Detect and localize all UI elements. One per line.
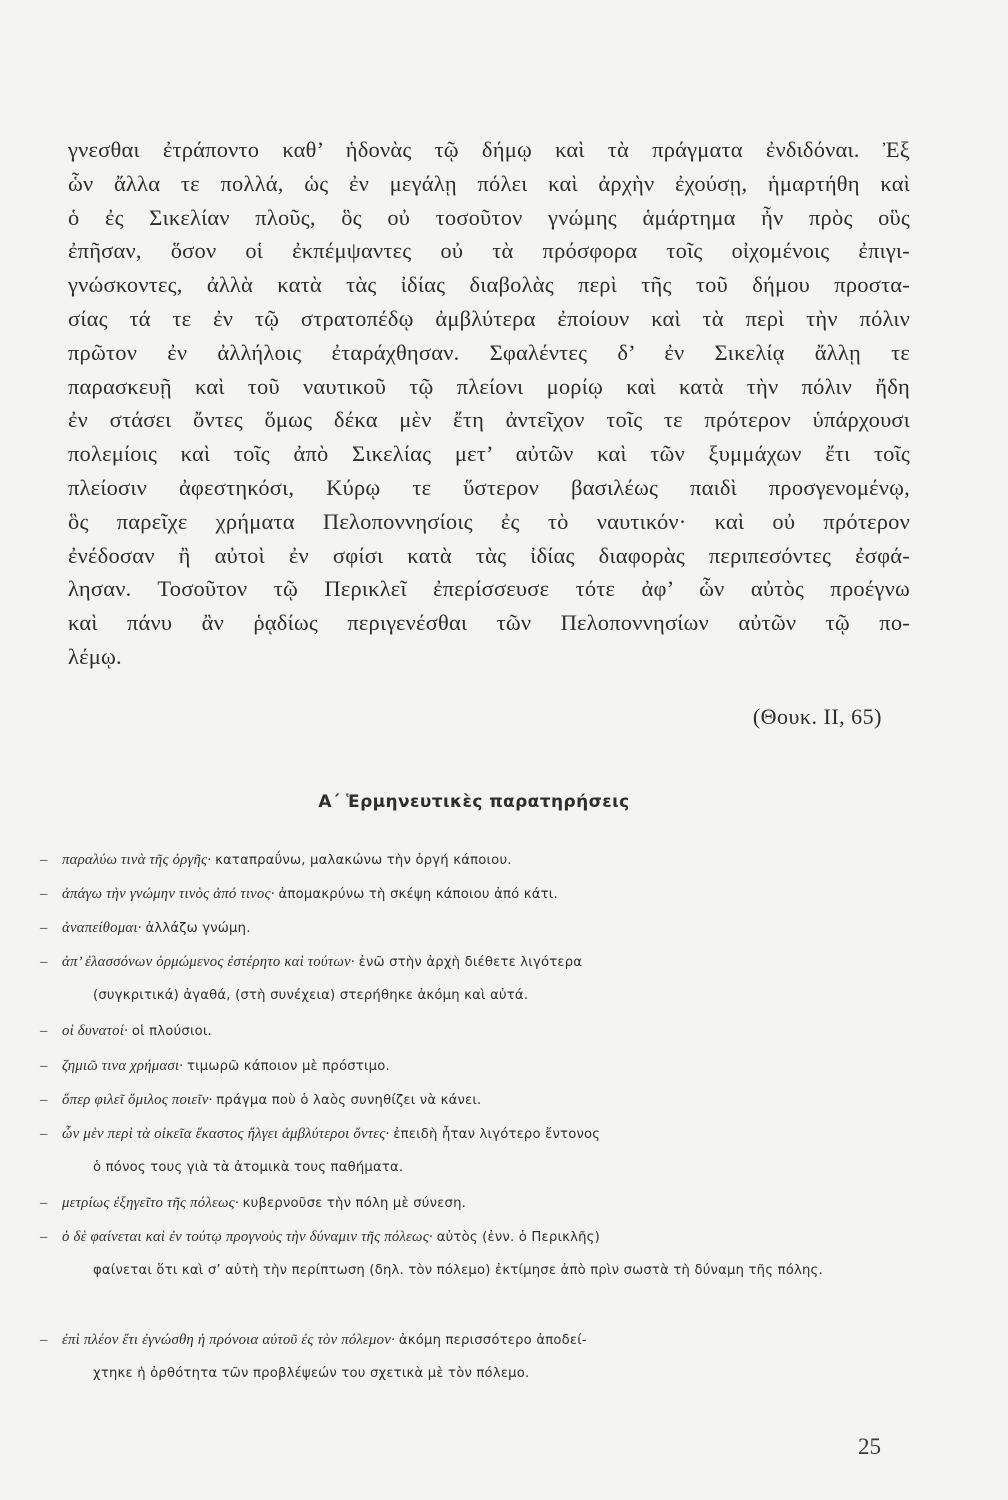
note-item: – ἀπ’ ἐλασσόνων ὁρμώμενος ἐστέρητο καὶ τούτων· ἐνῶ στὴν ἀρχὴ διέθετε λιγότερα (συγκριτικά) ἀγαθά, (στὴ συνέχεια) στερήθηκε ἀκόμη καὶ αὐτά. [40, 945, 908, 1013]
note-gloss: κυβερνοῦσε τὴν πόλη μὲ σύνεση. [242, 1196, 467, 1211]
note-item: – ὁ δὲ φαίνεται καὶ ἐν τούτῳ προγνοὺς τὴν δύναμιν τῆς πόλεως· αὐτὸς (ἐνν. ὁ Περικλῆς) φαίνεται ὅτι καὶ σ’ αὐτὴ τὴν περίπτωση (δηλ. τὸν πόλεμο) ἐκτίμησε ἀπὸ πρὶν σωστὰ τὴ δύναμη τῆς πόλης. [40, 1220, 908, 1288]
passage-line: ὁ ἐς Σικελίαν πλοῦς, ὃς οὐ τοσοῦτον γνώμης ἁμάρτημα ἦν πρὸς οὓς [68, 204, 910, 230]
passage-line: καὶ πάνυ ἂν ῥᾳδίως περιγενέσθαι τῶν Πελοποννησίων αὐτῶν τῷ πο- [68, 610, 910, 636]
note-gloss: ἀκόμη περισσότερο ἀποδεί- [398, 1333, 587, 1348]
note-term: ἀπ’ ἐλασσόνων ὁρμώμενος ἐστέρητο καὶ τούτων· [62, 954, 355, 970]
note-gloss: τιμωρῶ κάποιον μὲ πρόστιμο. [186, 1059, 390, 1074]
note-term: οἱ δυνατοί· [62, 1023, 128, 1039]
passage-line: πλείοσιν ἀφεστηκόσι, Κύρῳ τε ὕστερον βασιλέως παιδὶ προσγενομένῳ, [68, 474, 910, 500]
note-term: μετρίως ἐξηγεῖτο τῆς πόλεως· [62, 1195, 239, 1211]
note-gloss: ἀλλάζω γνώμη. [145, 921, 251, 936]
passage-line: ὃς παρεῖχε χρήματα Πελοποννησίοις ἐς τὸ ναυτικόν· καὶ οὐ πρότερον [68, 508, 910, 534]
note-term: ὧν μὲν περὶ τὰ οἰκεῖα ἕκαστος ἤλγει ἀμβλύτεροι ὄντες· [62, 1126, 390, 1142]
note-continuation: φαίνεται ὅτι καὶ σ’ αὐτὴ τὴν περίπτωση (δηλ. τὸν πόλεμο) ἐκτίμησε ἀπὸ πρὶν σωστὰ τὴ δύναμη τῆς πόλης. [93, 1263, 823, 1278]
passage-line: ἐν στάσει ὄντες ὅμως δέκα μὲν ἔτη ἀντεῖχον τοῖς τε πρότερον ὑπάρχουσι [68, 407, 910, 433]
note-gloss: οἱ πλούσιοι. [131, 1024, 212, 1039]
section-heading: Α΄ Ἑρμηνευτικὲς παρατηρήσεις [318, 792, 630, 812]
note-item: – ἐπὶ πλέον ἔτι ἐγνώσθη ἡ πρόνοια αὐτοῦ ἐς τὸν πόλεμον· ἀκόμη περισσότερο ἀποδεί- χτηκε ἡ ὀρθότητα τῶν προβλέψεών του σχετικὰ μὲ τὸν πόλεμο. [40, 1323, 908, 1391]
passage-line: σίας τά τε ἐν τῷ στρατοπέδῳ ἀμβλύτερα ἐποίουν καὶ τὰ περὶ τὴν πόλιν [68, 305, 910, 331]
note-term: παραλύω τινὰ τῆς ὀργῆς· [62, 852, 212, 868]
passage-line: λέμῳ. [68, 643, 122, 669]
note-item: – ζημιῶ τινα χρήμασι· τιμωρῶ κάποιον μὲ πρόστιμο. [40, 1058, 390, 1074]
note-term: ἀναπείθομαι· [62, 920, 142, 936]
passage-line: παρασκευῇ καὶ τοῦ ναυτικοῦ τῷ πλείονι μορίῳ καὶ κατὰ τὴν πόλιν ἤδη [68, 373, 910, 399]
source-citation: (Θουκ. ΙΙ, 65) [752, 704, 882, 729]
note-item: – ὧν μὲν περὶ τὰ οἰκεῖα ἕκαστος ἤλγει ἀμβλύτεροι ὄντες· ἐπειδὴ ἦταν λιγότερο ἔντονος ὁ πόνος τους γιὰ τὰ ἀτομικὰ τους παθήματα. [40, 1117, 908, 1185]
note-gloss: ἀπομακρύνω τὴ σκέψη κάποιου ἀπό κάτι. [278, 887, 558, 902]
note-term: ἀπάγω τὴν γνώμην τινὸς ἀπό τινος· [62, 886, 275, 902]
note-item: – μετρίως ἐξηγεῖτο τῆς πόλεως· κυβερνοῦσε τὴν πόλη μὲ σύνεση. [40, 1195, 467, 1211]
note-term: ὅπερ φιλεῖ ὅμιλος ποιεῖν· [62, 1092, 213, 1108]
note-gloss: ἐπειδὴ ἦταν λιγότερο ἔντονος [393, 1127, 601, 1142]
passage-line: γνώσκοντες, ἀλλὰ κατὰ τὰς ἰδίας διαβολὰς περὶ τῆς τοῦ δήμου προστα- [68, 272, 910, 298]
note-item: – ἀπάγω τὴν γνώμην τινὸς ἀπό τινος· ἀπομακρύνω τὴ σκέψη κάποιου ἀπό κάτι. [40, 886, 558, 902]
passage-line: ἐνέδοσαν ἢ αὐτοὶ ἐν σφίσι κατὰ τὰς ἰδίας διαφορὰς περιπεσόντες ἐσφά- [68, 542, 910, 568]
note-gloss: καταπραΰνω, μαλακώνω τὴν ὀργή κάποιου. [215, 853, 512, 868]
note-term: ὁ δὲ φαίνεται καὶ ἐν τούτῳ προγνοὺς τὴν δύναμιν τῆς πόλεως· [62, 1229, 433, 1245]
page-number: 25 [858, 1434, 881, 1459]
passage-line: πολεμίοις καὶ τοῖς ἀπὸ Σικελίας μετ’ αὐτῶν καὶ τῶν ξυμμάχων ἔτι τοῖς [68, 441, 910, 467]
note-gloss: πράγμα ποὺ ὁ λαὸς συνηθίζει νὰ κάνει. [216, 1093, 482, 1108]
note-item: – οἱ δυνατοί· οἱ πλούσιοι. [40, 1023, 212, 1039]
note-gloss: ἐνῶ στὴν ἀρχὴ διέθετε λιγότερα [358, 955, 583, 970]
ancient-greek-passage [68, 133, 910, 674]
passage-line: γνεσθαι ἐτράποντο καθ’ ἡδονὰς τῷ δήμῳ καὶ τὰ πράγματα ἐνδιδόναι. Ἐξ [68, 137, 910, 162]
note-item: – ὅπερ φιλεῖ ὅμιλος ποιεῖν· πράγμα ποὺ ὁ λαὸς συνηθίζει νὰ κάνει. [40, 1092, 482, 1108]
passage-line: πρῶτον ἐν ἀλλήλοις ἐταράχθησαν. Σφαλέντες δ’ ἐν Σικελίᾳ ἄλλῃ τε [68, 339, 910, 365]
passage-line: λησαν. Τοσοῦτον τῷ Περικλεῖ ἐπερίσσευσε τότε ἀφ’ ὧν αὐτὸς προέγνω [68, 576, 910, 602]
note-term: ζημιῶ τινα χρήμασι· [62, 1058, 184, 1074]
note-item: – παραλύω τινὰ τῆς ὀργῆς· καταπραΰνω, μαλακώνω τὴν ὀργή κάποιου. [40, 852, 512, 868]
note-continuation: ὁ πόνος τους γιὰ τὰ ἀτομικὰ τους παθήματα. [93, 1160, 404, 1175]
note-continuation: χτηκε ἡ ὀρθότητα τῶν προβλέψεών του σχετικὰ μὲ τὸν πόλεμο. [93, 1366, 530, 1381]
note-continuation: (συγκριτικά) ἀγαθά, (στὴ συνέχεια) στερήθηκε ἀκόμη καὶ αὐτά. [93, 988, 529, 1003]
passage-line: ὧν ἄλλα τε πολλά, ὡς ἐν μεγάλῃ πόλει καὶ ἀρχὴν ἐχούσῃ, ἡμαρτήθη καὶ [68, 170, 910, 196]
note-item: – ἀναπείθομαι· ἀλλάζω γνώμη. [40, 920, 251, 936]
note-gloss: αὐτὸς (ἐνν. ὁ Περικλῆς) [436, 1230, 600, 1245]
passage-line: ἐπῆσαν, ὅσον οἱ ἐκπέμψαντες οὐ τὰ πρόσφορα τοῖς οἰχομένοις ἐπιγι- [68, 238, 910, 264]
note-term: ἐπὶ πλέον ἔτι ἐγνώσθη ἡ πρόνοια αὐτοῦ ἐς τὸν πόλεμον· [62, 1332, 395, 1348]
